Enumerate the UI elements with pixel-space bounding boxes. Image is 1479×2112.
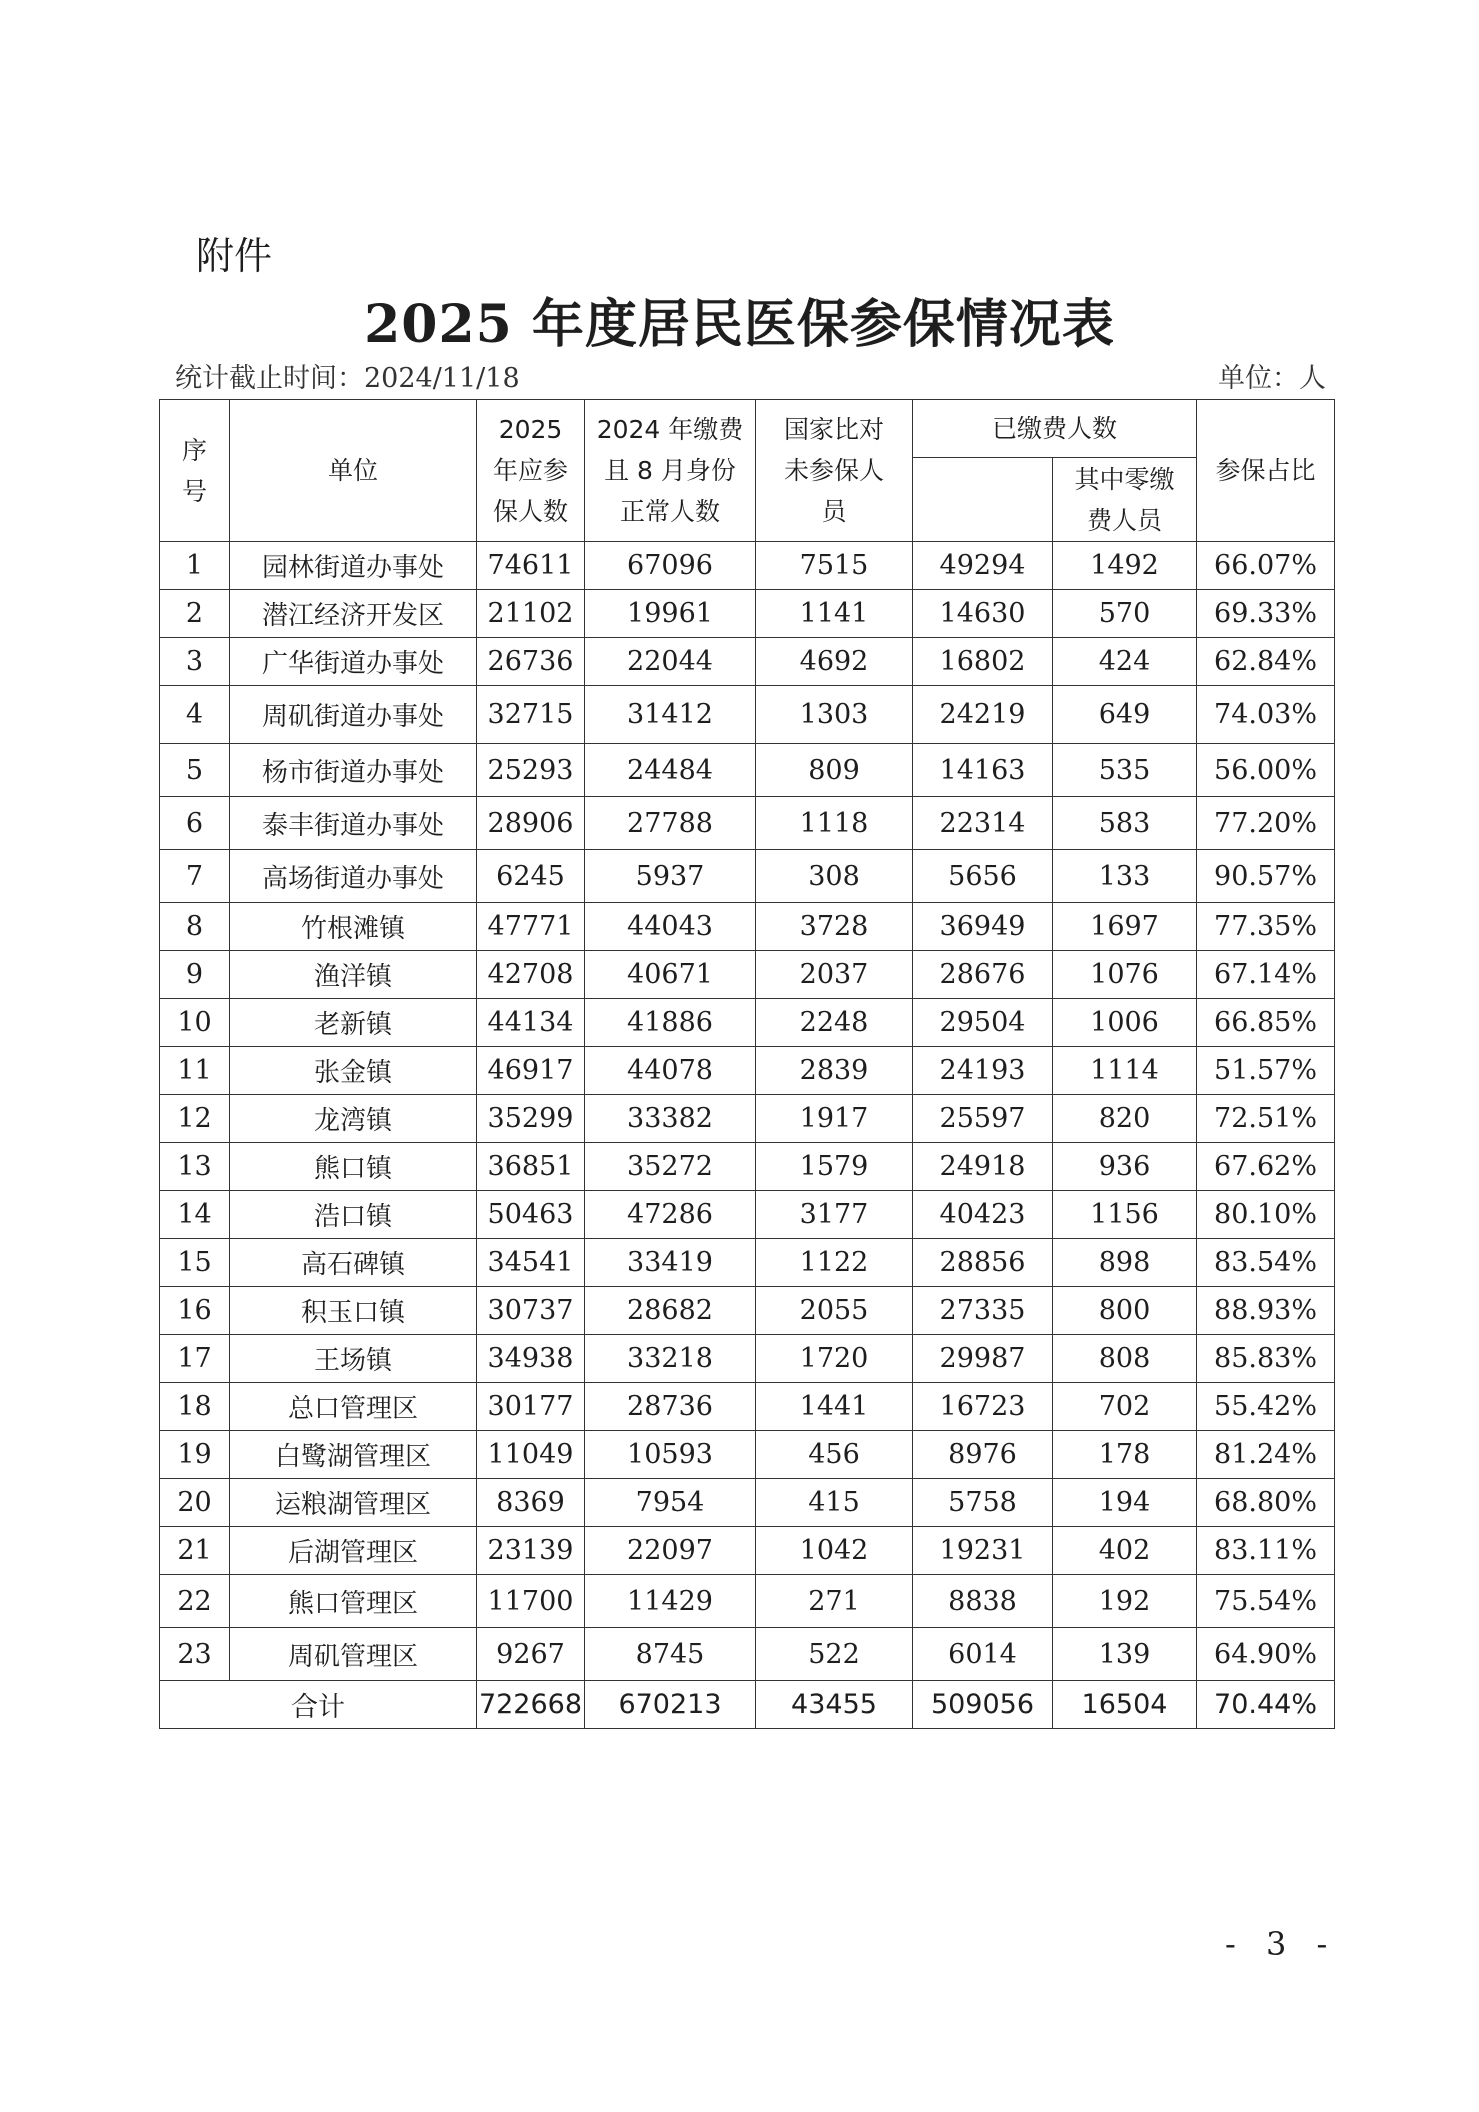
cell-paid: 40423 <box>913 1191 1053 1239</box>
table-row <box>160 797 1335 850</box>
cell-zero-paid: 1492 <box>1053 542 1197 590</box>
cell-expected: 36851 <box>477 1143 585 1191</box>
cell-zero-paid: 649 <box>1053 686 1197 744</box>
cell-zero-paid: 808 <box>1053 1335 1197 1383</box>
cell-zero-paid: 1006 <box>1053 999 1197 1047</box>
table-row <box>160 1575 1335 1628</box>
cell-expected: 42708 <box>477 951 585 999</box>
table-row <box>160 1143 1335 1191</box>
header-normal-2024: 2024 年缴费 且 8 月身份 正常人数 <box>585 400 756 542</box>
cell-normal-2024: 67096 <box>585 542 756 590</box>
total-paid: 509056 <box>913 1681 1053 1729</box>
cell-unit: 后湖管理区 <box>230 1527 477 1575</box>
cell-paid: 8838 <box>913 1575 1053 1628</box>
cell-expected: 28906 <box>477 797 585 850</box>
cell-expected: 32715 <box>477 686 585 744</box>
table-row <box>160 951 1335 999</box>
cell-seq: 18 <box>160 1383 230 1431</box>
cell-unit: 潜江经济开发区 <box>230 590 477 638</box>
cell-normal-2024: 33419 <box>585 1239 756 1287</box>
cell-expected: 44134 <box>477 999 585 1047</box>
table-row <box>160 1527 1335 1575</box>
total-label: 合计 <box>160 1681 477 1729</box>
unit-label: 单位：人 <box>1218 363 1326 394</box>
document-title: 2025 年度居民医保参保情况表 <box>364 294 1115 355</box>
cell-zero-paid: 1114 <box>1053 1047 1197 1095</box>
cell-paid: 27335 <box>913 1287 1053 1335</box>
cell-seq: 23 <box>160 1628 230 1681</box>
cell-expected: 46917 <box>477 1047 585 1095</box>
table-row <box>160 1191 1335 1239</box>
header-paid-total <box>913 458 1053 542</box>
cell-paid: 24918 <box>913 1143 1053 1191</box>
cell-seq: 6 <box>160 797 230 850</box>
cell-normal-2024: 28682 <box>585 1287 756 1335</box>
cell-paid: 8976 <box>913 1431 1053 1479</box>
cell-ratio: 69.33% <box>1197 590 1335 638</box>
cell-zero-paid: 1156 <box>1053 1191 1197 1239</box>
cell-zero-paid: 898 <box>1053 1239 1197 1287</box>
cell-expected: 25293 <box>477 744 585 797</box>
cell-paid: 16723 <box>913 1383 1053 1431</box>
cell-paid: 14630 <box>913 590 1053 638</box>
cell-normal-2024: 41886 <box>585 999 756 1047</box>
cell-ratio: 88.93% <box>1197 1287 1335 1335</box>
cell-unit: 渔洋镇 <box>230 951 477 999</box>
page-number: - 3 - <box>1225 1925 1338 1963</box>
cell-ratio: 77.35% <box>1197 903 1335 951</box>
cell-national: 4692 <box>756 638 913 686</box>
enrollment-table <box>159 399 1335 1729</box>
cell-zero-paid: 936 <box>1053 1143 1197 1191</box>
table-row <box>160 638 1335 686</box>
cell-expected: 50463 <box>477 1191 585 1239</box>
table-row <box>160 1047 1335 1095</box>
header-unit: 单位 <box>230 400 477 542</box>
attachment-label: 附件 <box>196 234 273 278</box>
cell-seq: 9 <box>160 951 230 999</box>
cell-ratio: 64.90% <box>1197 1628 1335 1681</box>
cell-normal-2024: 22097 <box>585 1527 756 1575</box>
cell-zero-paid: 1076 <box>1053 951 1197 999</box>
cell-normal-2024: 28736 <box>585 1383 756 1431</box>
cell-unit: 张金镇 <box>230 1047 477 1095</box>
cell-normal-2024: 22044 <box>585 638 756 686</box>
cell-paid: 16802 <box>913 638 1053 686</box>
table-row <box>160 542 1335 590</box>
cell-ratio: 90.57% <box>1197 850 1335 903</box>
cell-ratio: 66.07% <box>1197 542 1335 590</box>
cell-seq: 17 <box>160 1335 230 1383</box>
cell-national: 1303 <box>756 686 913 744</box>
cell-paid: 24219 <box>913 686 1053 744</box>
cell-national: 1441 <box>756 1383 913 1431</box>
cell-normal-2024: 24484 <box>585 744 756 797</box>
cell-national: 1042 <box>756 1527 913 1575</box>
header-ratio: 参保占比 <box>1197 400 1335 542</box>
header-paid: 已缴费人数 <box>913 400 1197 458</box>
cell-unit: 浩口镇 <box>230 1191 477 1239</box>
cell-normal-2024: 33382 <box>585 1095 756 1143</box>
cell-expected: 21102 <box>477 590 585 638</box>
cell-normal-2024: 35272 <box>585 1143 756 1191</box>
cell-ratio: 83.54% <box>1197 1239 1335 1287</box>
cell-normal-2024: 44078 <box>585 1047 756 1095</box>
cell-unit: 龙湾镇 <box>230 1095 477 1143</box>
cell-expected: 26736 <box>477 638 585 686</box>
cell-seq: 22 <box>160 1575 230 1628</box>
cell-expected: 9267 <box>477 1628 585 1681</box>
cell-normal-2024: 47286 <box>585 1191 756 1239</box>
table-row <box>160 1095 1335 1143</box>
cell-paid: 29504 <box>913 999 1053 1047</box>
cell-ratio: 55.42% <box>1197 1383 1335 1431</box>
cell-unit: 高石碑镇 <box>230 1239 477 1287</box>
total-normal-2024: 670213 <box>585 1681 756 1729</box>
cell-ratio: 66.85% <box>1197 999 1335 1047</box>
cell-expected: 11700 <box>477 1575 585 1628</box>
cell-seq: 19 <box>160 1431 230 1479</box>
cell-paid: 28676 <box>913 951 1053 999</box>
cell-ratio: 74.03% <box>1197 686 1335 744</box>
cell-national: 3177 <box>756 1191 913 1239</box>
cell-seq: 10 <box>160 999 230 1047</box>
cell-ratio: 72.51% <box>1197 1095 1335 1143</box>
cell-national: 809 <box>756 744 913 797</box>
cell-ratio: 81.24% <box>1197 1431 1335 1479</box>
table-body <box>160 542 1335 1681</box>
header-zero-paid: 其中零缴 费人员 <box>1053 458 1197 542</box>
table-row <box>160 1383 1335 1431</box>
cell-seq: 5 <box>160 744 230 797</box>
cell-paid: 49294 <box>913 542 1053 590</box>
cell-unit: 运粮湖管理区 <box>230 1479 477 1527</box>
total-row <box>160 1681 1335 1729</box>
cell-expected: 35299 <box>477 1095 585 1143</box>
table-row <box>160 1335 1335 1383</box>
cell-ratio: 67.14% <box>1197 951 1335 999</box>
cell-expected: 74611 <box>477 542 585 590</box>
cell-national: 1122 <box>756 1239 913 1287</box>
cell-normal-2024: 5937 <box>585 850 756 903</box>
cell-national: 271 <box>756 1575 913 1628</box>
cell-unit: 老新镇 <box>230 999 477 1047</box>
cell-zero-paid: 583 <box>1053 797 1197 850</box>
cell-seq: 20 <box>160 1479 230 1527</box>
cell-expected: 34541 <box>477 1239 585 1287</box>
cell-paid: 24193 <box>913 1047 1053 1095</box>
cell-seq: 3 <box>160 638 230 686</box>
cell-zero-paid: 192 <box>1053 1575 1197 1628</box>
cell-ratio: 77.20% <box>1197 797 1335 850</box>
cell-national: 1720 <box>756 1335 913 1383</box>
cell-seq: 1 <box>160 542 230 590</box>
total-national: 43455 <box>756 1681 913 1729</box>
cutoff-date: 统计截止时间：2024/11/18 <box>175 363 520 394</box>
cell-national: 308 <box>756 850 913 903</box>
cell-zero-paid: 139 <box>1053 1628 1197 1681</box>
cell-national: 2248 <box>756 999 913 1047</box>
cell-national: 522 <box>756 1628 913 1681</box>
cell-unit: 广华街道办事处 <box>230 638 477 686</box>
cell-zero-paid: 570 <box>1053 590 1197 638</box>
cell-seq: 13 <box>160 1143 230 1191</box>
cell-zero-paid: 535 <box>1053 744 1197 797</box>
cell-zero-paid: 133 <box>1053 850 1197 903</box>
cell-seq: 16 <box>160 1287 230 1335</box>
cell-unit: 熊口镇 <box>230 1143 477 1191</box>
cell-ratio: 67.62% <box>1197 1143 1335 1191</box>
cell-seq: 15 <box>160 1239 230 1287</box>
cell-national: 415 <box>756 1479 913 1527</box>
cell-unit: 园林街道办事处 <box>230 542 477 590</box>
cell-expected: 34938 <box>477 1335 585 1383</box>
table-row <box>160 744 1335 797</box>
cell-expected: 11049 <box>477 1431 585 1479</box>
cell-unit: 高场街道办事处 <box>230 850 477 903</box>
cell-unit: 白鹭湖管理区 <box>230 1431 477 1479</box>
cell-zero-paid: 194 <box>1053 1479 1197 1527</box>
cell-unit: 竹根滩镇 <box>230 903 477 951</box>
cell-unit: 泰丰街道办事处 <box>230 797 477 850</box>
cell-ratio: 51.57% <box>1197 1047 1335 1095</box>
header-national-uninsured: 国家比对 未参保人 员 <box>756 400 913 542</box>
cell-seq: 7 <box>160 850 230 903</box>
table-row <box>160 903 1335 951</box>
cell-ratio: 80.10% <box>1197 1191 1335 1239</box>
table-row <box>160 590 1335 638</box>
cell-zero-paid: 1697 <box>1053 903 1197 951</box>
cell-seq: 8 <box>160 903 230 951</box>
table-row <box>160 999 1335 1047</box>
cell-national: 1579 <box>756 1143 913 1191</box>
cell-seq: 2 <box>160 590 230 638</box>
cell-expected: 30737 <box>477 1287 585 1335</box>
cell-paid: 5758 <box>913 1479 1053 1527</box>
cell-seq: 4 <box>160 686 230 744</box>
cell-unit: 积玉口镇 <box>230 1287 477 1335</box>
table-row <box>160 1287 1335 1335</box>
cell-paid: 29987 <box>913 1335 1053 1383</box>
cell-expected: 6245 <box>477 850 585 903</box>
cell-paid: 22314 <box>913 797 1053 850</box>
cell-national: 1917 <box>756 1095 913 1143</box>
cell-unit: 王场镇 <box>230 1335 477 1383</box>
total-ratio: 70.44% <box>1197 1681 1335 1729</box>
cell-national: 456 <box>756 1431 913 1479</box>
cell-unit: 总口管理区 <box>230 1383 477 1431</box>
cell-national: 2839 <box>756 1047 913 1095</box>
cell-unit: 熊口管理区 <box>230 1575 477 1628</box>
cell-zero-paid: 800 <box>1053 1287 1197 1335</box>
cell-normal-2024: 44043 <box>585 903 756 951</box>
cell-normal-2024: 10593 <box>585 1431 756 1479</box>
cell-seq: 11 <box>160 1047 230 1095</box>
cell-national: 1118 <box>756 797 913 850</box>
cell-paid: 28856 <box>913 1239 1053 1287</box>
cell-unit: 周矶管理区 <box>230 1628 477 1681</box>
cell-paid: 25597 <box>913 1095 1053 1143</box>
table-row <box>160 1431 1335 1479</box>
total-expected: 722668 <box>477 1681 585 1729</box>
table-row <box>160 686 1335 744</box>
cell-zero-paid: 178 <box>1053 1431 1197 1479</box>
cell-zero-paid: 820 <box>1053 1095 1197 1143</box>
cell-ratio: 68.80% <box>1197 1479 1335 1527</box>
cell-paid: 5656 <box>913 850 1053 903</box>
table-row <box>160 1239 1335 1287</box>
table-row <box>160 1479 1335 1527</box>
cell-unit: 周矶街道办事处 <box>230 686 477 744</box>
cell-expected: 47771 <box>477 903 585 951</box>
header-expected: 2025 年应参 保人数 <box>477 400 585 542</box>
cell-normal-2024: 40671 <box>585 951 756 999</box>
cell-seq: 14 <box>160 1191 230 1239</box>
cell-normal-2024: 7954 <box>585 1479 756 1527</box>
cell-national: 3728 <box>756 903 913 951</box>
cell-expected: 30177 <box>477 1383 585 1431</box>
cell-seq: 21 <box>160 1527 230 1575</box>
cell-normal-2024: 31412 <box>585 686 756 744</box>
table-row <box>160 850 1335 903</box>
cell-ratio: 56.00% <box>1197 744 1335 797</box>
total-zero-paid: 16504 <box>1053 1681 1197 1729</box>
cell-paid: 19231 <box>913 1527 1053 1575</box>
table-row <box>160 1628 1335 1681</box>
header-seq: 序 号 <box>160 400 230 542</box>
cell-normal-2024: 11429 <box>585 1575 756 1628</box>
cell-normal-2024: 33218 <box>585 1335 756 1383</box>
cell-paid: 14163 <box>913 744 1053 797</box>
cell-ratio: 62.84% <box>1197 638 1335 686</box>
cell-ratio: 83.11% <box>1197 1527 1335 1575</box>
cell-national: 2055 <box>756 1287 913 1335</box>
cell-expected: 23139 <box>477 1527 585 1575</box>
cell-zero-paid: 702 <box>1053 1383 1197 1431</box>
cell-national: 1141 <box>756 590 913 638</box>
cell-paid: 6014 <box>913 1628 1053 1681</box>
cell-normal-2024: 8745 <box>585 1628 756 1681</box>
cell-national: 7515 <box>756 542 913 590</box>
cell-seq: 12 <box>160 1095 230 1143</box>
cell-national: 2037 <box>756 951 913 999</box>
cell-expected: 8369 <box>477 1479 585 1527</box>
cell-paid: 36949 <box>913 903 1053 951</box>
cell-zero-paid: 424 <box>1053 638 1197 686</box>
cell-ratio: 85.83% <box>1197 1335 1335 1383</box>
cell-ratio: 75.54% <box>1197 1575 1335 1628</box>
cell-zero-paid: 402 <box>1053 1527 1197 1575</box>
cell-normal-2024: 27788 <box>585 797 756 850</box>
cell-unit: 杨市街道办事处 <box>230 744 477 797</box>
cell-normal-2024: 19961 <box>585 590 756 638</box>
